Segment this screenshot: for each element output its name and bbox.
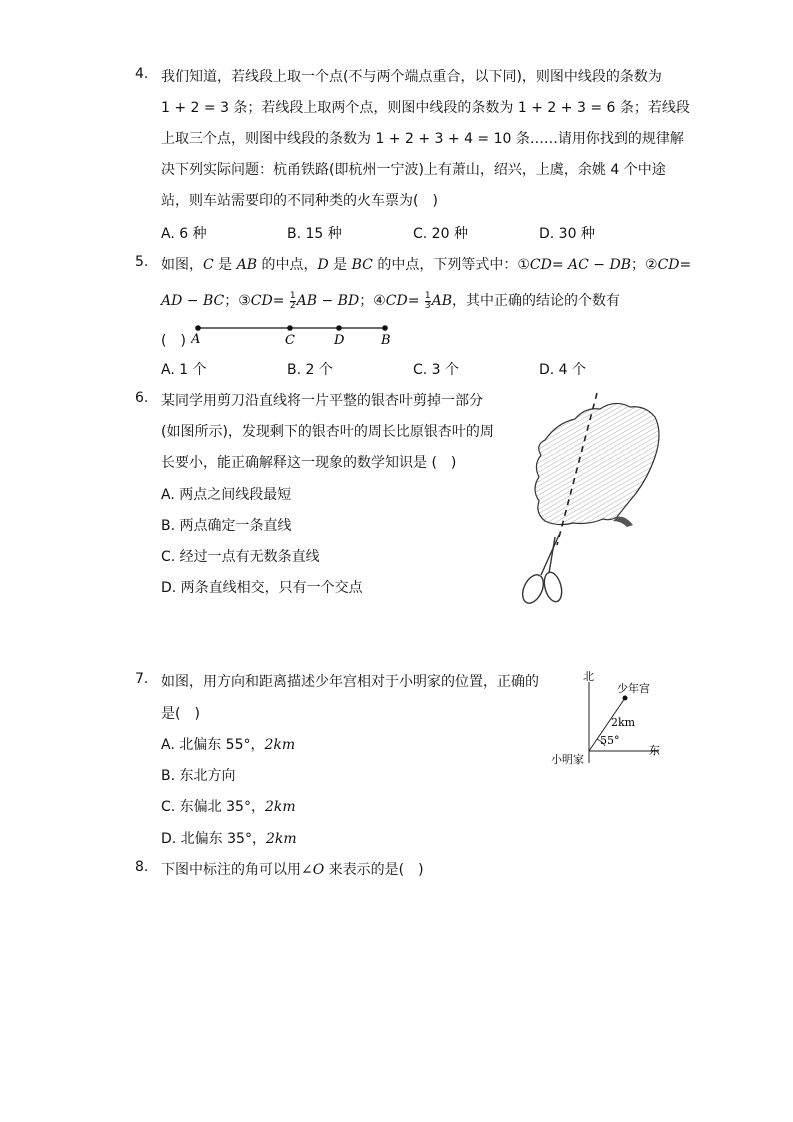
east-label: 东 bbox=[649, 744, 660, 757]
angle-label: 55° bbox=[600, 734, 620, 747]
option-c[interactable]: C. 20 种 bbox=[413, 226, 468, 242]
question-text-line: 如图，用方向和距离描述少年宫相对于小明家的位置，正确的 bbox=[161, 674, 539, 690]
option-d[interactable]: D. 30 种 bbox=[539, 226, 595, 242]
option-d[interactable]: D. 北偏东 35°，2km bbox=[161, 831, 297, 847]
question-text-line: 决下列实际问题：杭甬铁路(即杭州一宁波)上有萧山，绍兴，上虞，余姚 4 个中途 bbox=[161, 162, 666, 178]
option-c[interactable]: C. 经过一点有无数条直线 bbox=[161, 549, 320, 565]
question-number: 7. bbox=[135, 671, 149, 687]
option-c[interactable]: C. 3 个 bbox=[413, 362, 460, 378]
point-label-d: D bbox=[334, 333, 345, 348]
question-number: 5. bbox=[135, 254, 149, 270]
direction-diagram bbox=[545, 668, 665, 773]
fraction-third: $\frac{1}{3}$ bbox=[424, 290, 431, 311]
point-d bbox=[336, 325, 342, 331]
question-number: 6. bbox=[135, 390, 149, 406]
target-label: 少年宫 bbox=[617, 682, 650, 695]
point-b bbox=[382, 325, 388, 331]
question-text-line: 我们知道，若线段上取一个点(不与两个端点重合，以下同)，则图中线段的条数为 bbox=[161, 69, 662, 85]
option-a[interactable]: A. 两点之间线段最短 bbox=[161, 487, 292, 503]
fraction-half: $\frac{1}{2}$ bbox=[289, 290, 296, 311]
ginkgo-leaf bbox=[535, 403, 659, 527]
question-number: 4. bbox=[135, 66, 149, 82]
point-label-c: C bbox=[285, 333, 295, 348]
point-label-a: A bbox=[191, 332, 201, 347]
home-label: 小明家 bbox=[551, 753, 584, 766]
question-text-line: ( ) bbox=[161, 333, 186, 349]
option-b[interactable]: B. 东北方向 bbox=[161, 768, 236, 784]
question-text-line: 站，则车站需要印的不同种类的火车票为( ) bbox=[161, 193, 438, 209]
target-point bbox=[623, 696, 628, 701]
question-number: 8. bbox=[135, 859, 149, 875]
ginkgo-leaf-illustration bbox=[505, 385, 665, 610]
option-b[interactable]: B. 15 种 bbox=[287, 226, 342, 242]
question-text-line: 如图，C 是 AB 的中点，D 是 BC 的中点，下列等式中：①CD= AC − DB；②CD= bbox=[161, 257, 692, 273]
option-d[interactable]: D. 4 个 bbox=[539, 362, 587, 378]
north-label: 北 bbox=[583, 670, 594, 683]
distance-label: 2km bbox=[611, 716, 636, 729]
option-a[interactable]: A. 1 个 bbox=[161, 362, 207, 378]
option-a[interactable]: A. 北偏东 55°，2km bbox=[161, 737, 296, 753]
scissors-icon bbox=[519, 535, 565, 606]
question-text-line: 上取三个点，则图中线段的条数为 1 + 2 + 3 + 4 = 10 条……请用你找到的规律解 bbox=[161, 131, 684, 147]
option-a[interactable]: A. 6 种 bbox=[161, 226, 207, 242]
question-text-line: AD − BC；③CD= $\frac{1}{2}$ AB − BD；④CD= $\frac{1}{3}$ AB，其中正确的结论的个数有 bbox=[161, 290, 621, 311]
point-a bbox=[195, 325, 201, 331]
question-text-line: 长要小，能正确解释这一现象的数学知识是 ( ) bbox=[161, 455, 457, 471]
question-text-line: 是( ) bbox=[161, 706, 200, 722]
option-b[interactable]: B. 2 个 bbox=[287, 362, 333, 378]
question-text-line: 某同学用剪刀沿直线将一片平整的银杏叶剪掉一部分 bbox=[161, 393, 483, 409]
option-b[interactable]: B. 两点确定一条直线 bbox=[161, 518, 292, 534]
point-c bbox=[287, 325, 293, 331]
segment-diagram bbox=[191, 322, 401, 348]
option-c[interactable]: C. 东偏北 35°，2km bbox=[161, 799, 296, 815]
question-text-line: (如图所示)，发现剩下的银杏叶的周长比原银杏叶的周 bbox=[161, 424, 494, 440]
question-text-line: 下图中标注的角可以用∠O 来表示的是( ) bbox=[161, 862, 424, 878]
question-text-line: 1 + 2 = 3 条；若线段上取两个点，则图中线段的条数为 1 + 2 + 3 = 6 条；若线段 bbox=[161, 100, 690, 116]
point-label-b: B bbox=[381, 333, 391, 348]
option-d[interactable]: D. 两条直线相交，只有一个交点 bbox=[161, 580, 363, 596]
